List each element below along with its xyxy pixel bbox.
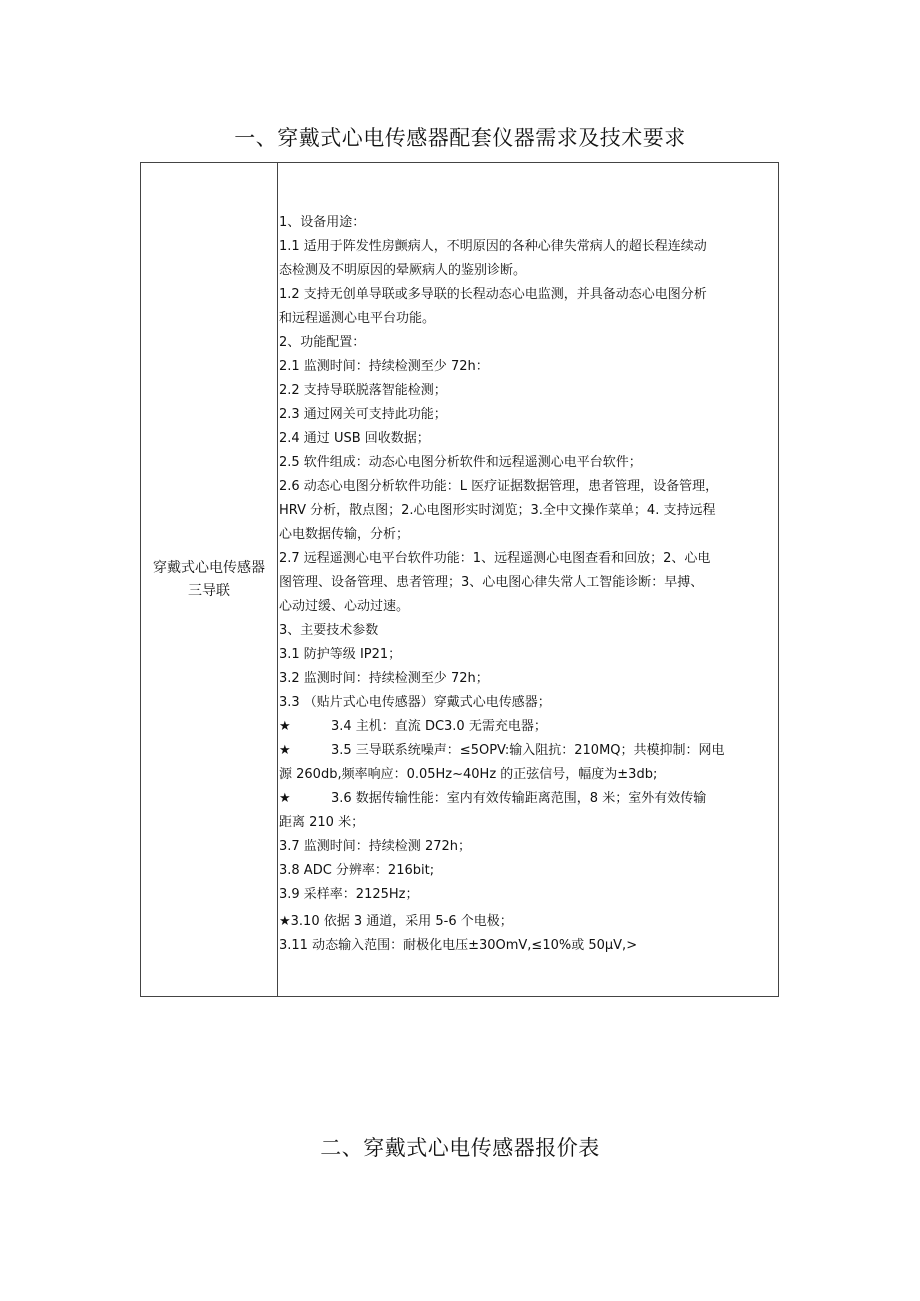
spec-line: 1.2 支持无创单导联或多导联的长程动态心电监测，并具备动态心电图分析 (279, 287, 707, 302)
section-title-quotation: 二、穿戴式心电传感器报价表 (320, 1136, 600, 1160)
spec-line: 2.1 监测时间：持续检测至少 72h： (279, 359, 489, 374)
spec-line: 1、设备用途： (279, 215, 366, 230)
spec-line: 3.7 监测时间：持续检测 272h； (279, 839, 471, 854)
spec-line-starred (278, 910, 778, 934)
spec-line: 图管理、设备管理、患者管理；3、心电图心律失常人工智能诊断：早搏、 (279, 575, 704, 590)
spec-table (140, 162, 779, 997)
spec-line: 2.7 远程遥测心电平台软件功能：1、远程遥测心电图查看和回放；2、心电 (279, 551, 711, 566)
star-icon: ★ (279, 791, 291, 806)
spec-line: 心动过缓、心动过速。 (279, 599, 410, 614)
spec-line-text: 3.5 三导联系统噪声：≤5OPV:输入阻抗：210MQ；共模抑制：网电 (331, 743, 725, 758)
spec-line: 和远程遥测心电平台功能。 (279, 311, 436, 326)
spec-line: HRV 分析，散点图；2.心电图形实时浏览；3.全中文操作菜单；4. 支持远程 (279, 503, 716, 518)
star-icon: ★ (279, 914, 291, 929)
spec-line: 2.2 支持导联脱落智能检测； (279, 383, 447, 398)
spec-line: 3.1 防护等级 IP21； (279, 647, 402, 662)
spec-line: 1.1 适用于阵发性房颤病人，不明原因的各种心律失常病人的超长程连续动 (279, 239, 707, 254)
spec-line-starred (278, 715, 778, 739)
spec-line: 2.3 通过网关可支持此功能； (279, 407, 447, 422)
spec-line-text: 3.10 依据 3 通道，采用 5-6 个电极； (290, 914, 513, 929)
spec-line: 3、主要技术参数 (279, 623, 379, 638)
spec-cell (278, 163, 779, 997)
item-name-line2: 三导联 (188, 582, 230, 599)
star-icon: ★ (279, 719, 291, 734)
item-name-cell (141, 163, 278, 997)
spec-line: 2.5 软件组成：动态心电图分析软件和远程遥测心电平台软件； (279, 455, 642, 470)
spec-line: 距离 210 米； (279, 815, 365, 830)
section-title-requirements: 一、穿戴式心电传感器配套仪器需求及技术要求 (234, 126, 686, 150)
spec-line: 3.8 ADC 分辨率：216bit; (279, 863, 435, 878)
spec-line: 3.11 动态输入范围：耐极化电压±30OmV,≤10%或 50μV,> (279, 938, 638, 953)
spec-line-starred (278, 787, 778, 811)
spec-line: 心电数据传输，分析； (279, 527, 410, 542)
spec-line: 3.2 监测时间：持续检测至少 72h； (279, 671, 489, 686)
table-row (141, 163, 779, 997)
spec-line: 3.3 （贴片式心电传感器）穿戴式心电传感器； (279, 695, 551, 710)
spec-line: 2、功能配置： (279, 335, 366, 350)
star-icon: ★ (279, 743, 291, 758)
spec-line-text: 3.4 主机：直流 DC3.0 无需充电器； (331, 719, 547, 734)
item-name-line1: 穿戴式心电传感器 (153, 559, 265, 576)
spec-line: 态检测及不明原因的晕厥病人的鉴别诊断。 (279, 263, 527, 278)
spec-line: 2.6 动态心电图分析软件功能：L 医疗证据数据管理，患者管理，设备管理， (279, 479, 719, 494)
spec-line: 3.9 采样率：2125Hz； (279, 887, 419, 902)
spec-line: 源 260db,频率响应：0.05Hz~40Hz 的正弦信号，幅度为±3db; (279, 767, 658, 782)
spec-line-text: 3.6 数据传输性能：室内有效传输距离范围，8 米；室外有效传输 (331, 791, 707, 806)
spec-line: 2.4 通过 USB 回收数据； (279, 431, 430, 446)
spec-line-starred (278, 739, 778, 763)
